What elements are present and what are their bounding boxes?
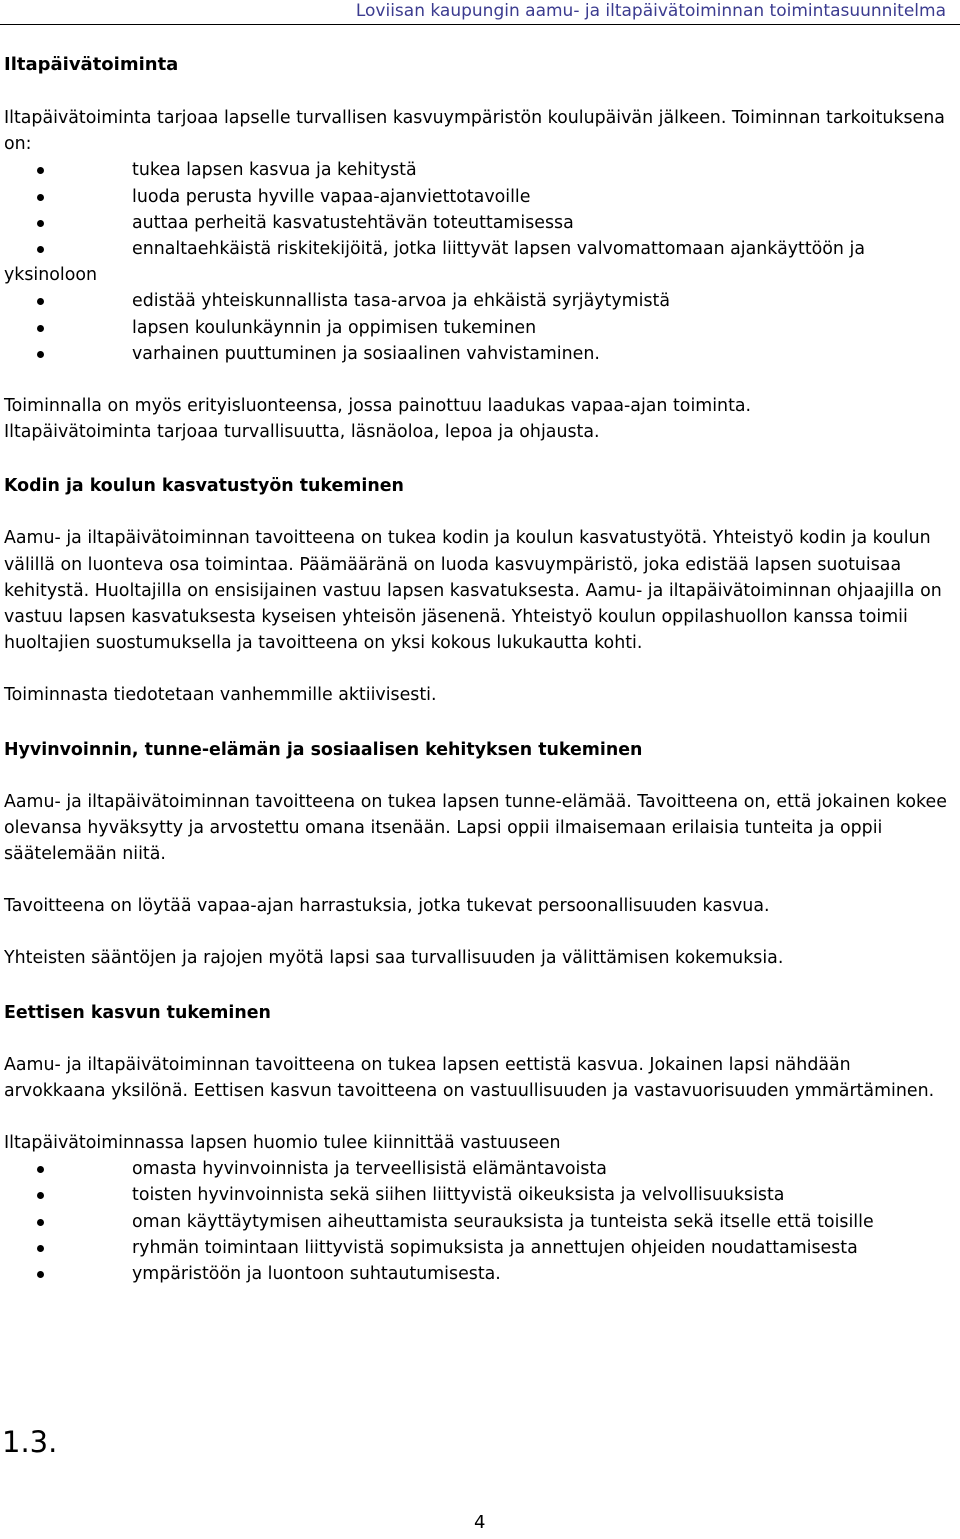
list-item: toisten hyvinvoinnista sekä siihen liittyvistä oikeuksista ja velvollisuuksista	[4, 1182, 956, 1208]
section-number: 1.3.	[2, 1425, 58, 1459]
list-item: varhainen puuttuminen ja sosiaalinen vahvistaminen.	[4, 341, 956, 367]
responsibility-list	[4, 1156, 956, 1287]
section-heading-wellbeing: Hyvinvoinnin, tunne-elämän ja sosiaalisen kehityksen tukeminen	[4, 739, 643, 760]
running-header: Loviisan kaupungin aamu- ja iltapäivätoiminnan toimintasuunnitelma	[355, 1, 946, 21]
wellbeing-paragraph-3: Yhteisten sääntöjen ja rajojen myötä lapsi saa turvallisuuden ja välittämisen kokemuksia.	[4, 948, 784, 969]
wellbeing-paragraph-1: Aamu- ja iltapäivätoiminnan tavoitteena on tukea lapsen tunne-elämää. Tavoitteena on, että jokainen kokee olevansa hyväksytty ja arvostettu omana itsenään. Lapsi oppii ilmaisemaan erilaisia tunteita ja oppii säätelemään niitä.	[4, 791, 947, 865]
ethics-list-intro: Iltapäivätoiminnassa lapsen huomio tulee kiinnittää vastuuseen	[4, 1133, 561, 1154]
wellbeing-paragraph-2: Tavoitteena on löytää vapaa-ajan harrastuksia, jotka tukevat persoonallisuuden kasvua.	[4, 896, 770, 917]
home-school-paragraph: Aamu- ja iltapäivätoiminnan tavoitteena on tukea kodin ja koulun kasvatustyötä. Yhteistyö kodin ja koulun välillä on luonteva osa toimintaa. Päämääränä on luoda kasvuympäristö, joka edistää lapsen suotuisaa kehitystä. Huoltajilla on ensisijainen vastuu lapsen kasvatuksesta. Aamu- ja iltapäivätoiminnan ohjaajilla on vastuu lapsen kasvatuksesta kyseisen yhteisön jäsenenä. Yhteistyö koulun oppilashuollon kanssa toimii huoltajien suostumuksella ja tavoitteena on yksi kokous lukukautta kohti.	[4, 528, 942, 654]
page-number: 4	[474, 1512, 486, 1533]
list-item: auttaa perheitä kasvatustehtävän toteuttamisessa	[4, 210, 956, 236]
intro-after-paragraph: Toiminnalla on myös erityisluonteensa, jossa painottuu laadukas vapaa-ajan toiminta. Iltapäivätoiminta tarjoaa turvallisuutta, läsnäoloa, lepoa ja ohjausta.	[4, 396, 752, 443]
list-item-text: ennaltaehkäistä riskitekijöitä, jotka liittyvät lapsen valvomattomaan ajankäyttöön ja	[132, 239, 865, 260]
list-item: luoda perusta hyville vapaa-ajanviettotavoille	[4, 184, 956, 210]
list-item	[4, 236, 956, 288]
section-heading-ethics: Eettisen kasvun tukeminen	[4, 1002, 271, 1023]
list-item: omasta hyvinvoinnista ja terveellisistä elämäntavoista	[4, 1156, 956, 1182]
list-item: ryhmän toimintaan liittyvistä sopimuksista ja annettujen ohjeiden noudattamisesta	[4, 1235, 956, 1261]
intro-paragraph: Iltapäivätoiminta tarjoaa lapselle turvallisen kasvuympäristön koulupäivän jälkeen. Toiminnan tarkoituksena on:	[4, 108, 945, 155]
list-item: oman käyttäytymisen aiheuttamista seurauksista ja tunteista sekä itselle että toisille	[4, 1209, 956, 1235]
home-school-note: Toiminnasta tiedotetaan vanhemmille aktiivisesti.	[4, 685, 437, 706]
purpose-list	[4, 157, 956, 367]
list-item-continuation: yksinoloon	[4, 265, 98, 286]
section-heading-home-school: Kodin ja koulun kasvatustyön tukeminen	[4, 476, 404, 497]
page-content	[4, 50, 956, 1287]
page-title: Iltapäivätoiminta	[4, 54, 179, 75]
list-item: ympäristöön ja luontoon suhtautumisesta.	[4, 1261, 956, 1287]
list-item: tukea lapsen kasvua ja kehitystä	[4, 157, 956, 183]
ethics-paragraph: Aamu- ja iltapäivätoiminnan tavoitteena on tukea lapsen eettistä kasvua. Jokainen lapsi nähdään arvokkaana yksilönä. Eettisen kasvun tavoitteena on vastuullisuuden ja vastavuorisuuden ymmärtäminen.	[4, 1054, 935, 1101]
list-item: lapsen koulunkäynnin ja oppimisen tukeminen	[4, 315, 956, 341]
header-divider	[0, 24, 960, 25]
list-item: edistää yhteiskunnallista tasa-arvoa ja ehkäistä syrjäytymistä	[4, 288, 956, 314]
